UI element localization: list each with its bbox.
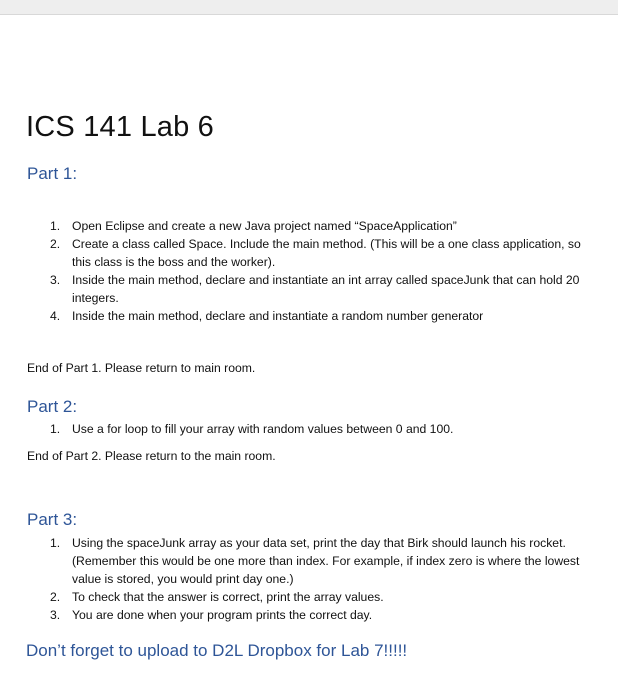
list-item-text: Inside the main method, declare and instantiate an int array called spaceJunk that can hold 20 integers. <box>72 273 580 305</box>
document-title: ICS 141 Lab 6 <box>26 111 215 143</box>
part2-list <box>50 420 602 438</box>
list-item-text: To check that the answer is correct, print the array values. <box>72 590 384 604</box>
part3-heading: Part 3: <box>27 510 78 529</box>
list-item-number: 1. <box>50 219 61 233</box>
part2-end-text: End of Part 2. Please return to the main room. <box>27 449 276 463</box>
window-top-bar <box>0 0 618 15</box>
list-item-text: Using the spaceJunk array as your data set, print the day that Birk should launch his rocket. (Remember this would be one more than index. For example, if index zero is where the lowest value is stored, you would print day one.) <box>72 536 580 586</box>
list-item-text: Create a class called Space. Include the main method. (This will be a one class application, so this class is the boss and the worker). <box>72 237 581 269</box>
list-item <box>50 271 602 307</box>
part1-end-text: End of Part 1. Please return to main room. <box>27 361 256 375</box>
list-item <box>50 217 602 235</box>
dropbox-reminder: Don’t forget to upload to D2L Dropbox for Lab 7!!!!! <box>26 641 408 660</box>
list-item-number: 4. <box>50 309 61 323</box>
list-item <box>50 606 602 624</box>
part1-heading: Part 1: <box>27 164 78 183</box>
part3-list <box>50 534 602 624</box>
list-item-number: 1. <box>50 422 61 436</box>
document-page <box>0 15 618 700</box>
list-item <box>50 534 602 588</box>
list-item-text: Inside the main method, declare and instantiate a random number generator <box>72 309 484 323</box>
list-item-number: 2. <box>50 237 61 251</box>
list-item-number: 1. <box>50 536 61 550</box>
list-item-number: 3. <box>50 273 61 287</box>
list-item <box>50 307 602 325</box>
list-item-number: 3. <box>50 608 61 622</box>
list-item <box>50 235 602 271</box>
part1-list <box>50 217 602 325</box>
list-item-number: 2. <box>50 590 61 604</box>
list-item-text: You are done when your program prints the correct day. <box>72 608 373 622</box>
list-item-text: Open Eclipse and create a new Java project named “SpaceApplication” <box>72 219 457 233</box>
list-item <box>50 588 602 606</box>
list-item <box>50 420 602 438</box>
part2-heading: Part 2: <box>27 397 78 416</box>
list-item-text: Use a for loop to fill your array with random values between 0 and 100. <box>72 422 454 436</box>
